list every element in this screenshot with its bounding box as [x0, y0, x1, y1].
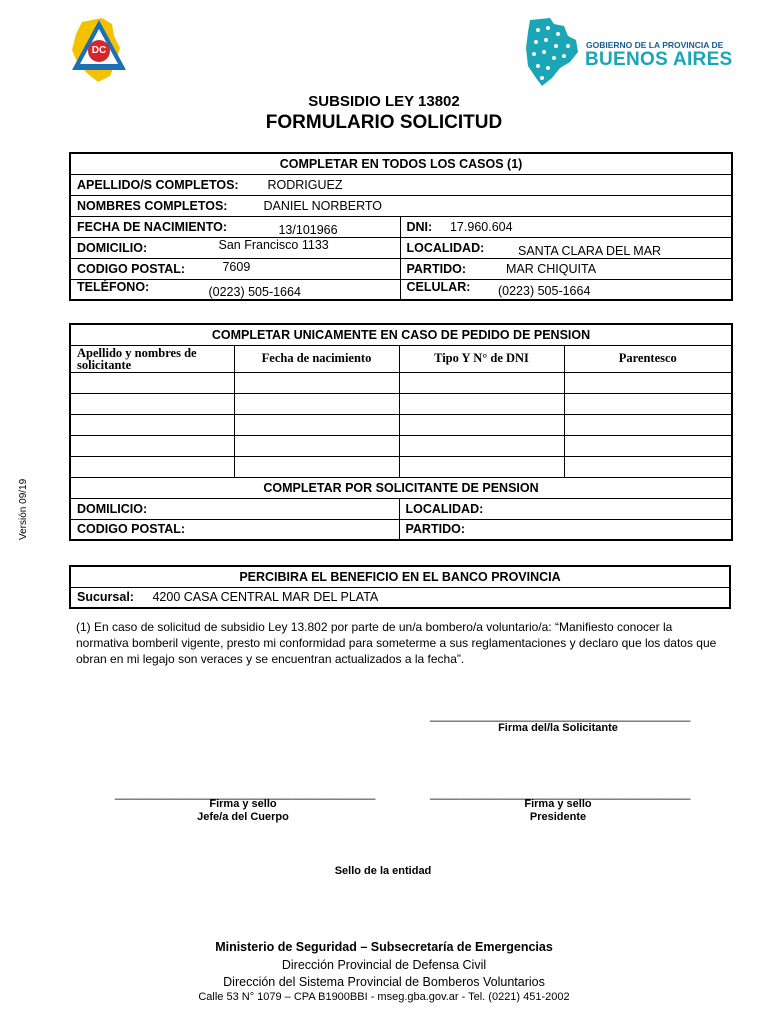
table-row	[70, 372, 732, 393]
celular-label: CELULAR:	[406, 280, 471, 295]
table-cell[interactable]	[564, 414, 732, 435]
localidad-cell	[400, 237, 732, 258]
table-cell[interactable]	[399, 393, 564, 414]
partido-cell	[400, 258, 732, 279]
cp-label: CODIGO POSTAL:	[77, 261, 186, 276]
celular-cell	[400, 279, 732, 300]
pension-domicilio-cell[interactable]	[70, 498, 399, 519]
signature-presidente-firma-label: Firma y sello	[524, 798, 592, 810]
entity-seal-label: Sello de la entidad	[334, 865, 432, 877]
domicilio-cell	[70, 237, 400, 258]
fecha-cell	[70, 216, 400, 237]
table-cell[interactable]	[399, 414, 564, 435]
footer-direction-civil: Dirección Provincial de Defensa Civil	[281, 958, 487, 972]
table-cell[interactable]	[399, 435, 564, 456]
version-label: Versión 09/19	[18, 478, 29, 540]
pension-partido-label: PARTIDO:	[405, 522, 465, 537]
domicilio-label: DOMICILIO:	[77, 240, 148, 255]
nombres-field[interactable]: DANIEL NORBERTO	[263, 198, 383, 213]
pension-localidad-cell[interactable]	[399, 498, 732, 519]
section-pension	[69, 323, 733, 541]
sucursal-field[interactable]: 4200 CASA CENTRAL MAR DEL PLATA	[152, 590, 379, 605]
sucursal-label: Sucursal:	[77, 590, 134, 605]
pension-cp-cell[interactable]	[70, 519, 399, 540]
table-row	[70, 456, 732, 477]
defensa-civil-logo	[68, 14, 130, 86]
table-cell[interactable]	[399, 372, 564, 393]
pension-localidad-label: LOCALIDAD:	[405, 501, 484, 516]
dni-cell	[400, 216, 732, 237]
signature-line-jefe: _______________________________________	[115, 786, 376, 800]
footer-address: Calle 53 N° 1079 – CPA B1900BBI - mseg.gba.gov.ar - Tel. (0221) 451-2002	[198, 991, 570, 1003]
col-parentesco-header: Parentesco	[564, 345, 732, 372]
table-cell[interactable]	[234, 414, 399, 435]
signature-jefe-firma-label: Firma y sello	[209, 798, 277, 810]
table-row	[70, 435, 732, 456]
apellidos-row	[70, 174, 732, 195]
section2-header: COMPLETAR UNICAMENTE EN CASO DE PEDIDO DE PENSION	[70, 324, 732, 345]
col-apellido-header: Apellido y nombres de solicitante	[70, 345, 234, 372]
pension-domicilio-label: DOMILICIO:	[77, 501, 148, 516]
pension-partido-cell[interactable]	[399, 519, 732, 540]
localidad-label: LOCALIDAD:	[406, 240, 485, 255]
gov-line2: BUENOS AIRES	[585, 49, 733, 70]
footer-direction-bomberos: Dirección del Sistema Provincial de Bomberos Voluntarios	[223, 975, 545, 989]
table-cell[interactable]	[564, 372, 732, 393]
buenos-aires-gov-logo	[524, 16, 734, 88]
table-cell[interactable]	[564, 393, 732, 414]
table-cell[interactable]	[564, 456, 732, 477]
table-cell[interactable]	[234, 435, 399, 456]
apellidos-label: APELLIDO/S COMPLETOS:	[77, 177, 239, 192]
nombres-row	[70, 195, 732, 216]
celular-field[interactable]: (0223) 505-1664	[497, 284, 591, 299]
dni-field[interactable]: 17.960.604	[449, 219, 513, 234]
partido-field[interactable]: MAR CHIQUITA	[505, 261, 597, 276]
table-cell[interactable]	[70, 435, 234, 456]
nombres-label: NOMBRES COMPLETOS:	[77, 198, 228, 213]
form-title-line2: FORMULARIO SOLICITUD	[265, 112, 503, 133]
partido-label: PARTIDO:	[406, 261, 466, 276]
dc-logo-text: DC	[91, 45, 107, 56]
table-cell[interactable]	[70, 414, 234, 435]
form-title-line1: SUBSIDIO LEY 13802	[308, 93, 460, 110]
pension-cp-label: CODIGO POSTAL:	[77, 522, 186, 537]
section-bank	[69, 565, 731, 609]
gov-line1: GOBIERNO DE LA PROVINCIA DE	[586, 40, 724, 50]
fecha-label: FECHA DE NACIMIENTO:	[77, 219, 227, 234]
telefono-field[interactable]: (0223) 505-1664	[208, 285, 301, 300]
table-cell[interactable]	[70, 393, 234, 414]
table-cell[interactable]	[234, 372, 399, 393]
signature-line-presidente: _______________________________________	[430, 786, 691, 800]
sucursal-row	[70, 587, 730, 608]
signature-solicitante-label: Firma del/la Solicitante	[498, 722, 618, 734]
pension-subheader: COMPLETAR POR SOLICITANTE DE PENSION	[70, 477, 732, 498]
localidad-field[interactable]: SANTA CLARA DEL MAR	[517, 243, 662, 258]
table-cell[interactable]	[234, 456, 399, 477]
table-cell[interactable]	[564, 435, 732, 456]
table-row	[70, 393, 732, 414]
telefono-cell	[70, 279, 400, 300]
apellidos-field[interactable]: RODRIGUEZ	[267, 177, 343, 192]
footer-ministry: Ministerio de Seguridad – Subsecretaría de Emergencias	[215, 940, 553, 954]
signature-line-solicitante: _______________________________________	[430, 708, 691, 722]
col-fecha-header: Fecha de nacimiento	[234, 345, 399, 372]
section3-header: PERCIBIRA EL BENEFICIO EN EL BANCO PROVINCIA	[70, 566, 730, 587]
cp-cell	[70, 258, 400, 279]
signature-jefe-label: Jefe/a del Cuerpo	[197, 811, 289, 823]
declaration-note: (1) En caso de solicitud de subsidio Ley 13.802 por parte de un/a bombero/a voluntario/a: “Manifiesto conocer la normativa bomberil vigente, presto mi conformidad para someterme a sus reglamentaciones y declaro que los datos que obran en mi legajo son veraces y se encuentran actualizados a la fecha”.	[76, 620, 717, 666]
section1-header: COMPLETAR EN TODOS LOS CASOS (1)	[70, 153, 732, 174]
fecha-field[interactable]: 13/101966	[278, 222, 338, 237]
table-row	[70, 414, 732, 435]
domicilio-field[interactable]: San Francisco 1133	[218, 237, 329, 252]
province-map-icon	[524, 16, 580, 88]
table-cell[interactable]	[70, 372, 234, 393]
table-cell[interactable]	[234, 393, 399, 414]
cp-field[interactable]: 7609	[222, 259, 251, 274]
signature-presidente-label: Presidente	[529, 811, 587, 823]
table-cell[interactable]	[399, 456, 564, 477]
dni-label: DNI:	[406, 219, 433, 234]
section-general-data	[69, 152, 733, 301]
telefono-label: TELÉFONO:	[77, 280, 150, 295]
table-cell[interactable]	[70, 456, 234, 477]
col-dni-header: Tipo Y N° de DNI	[399, 345, 564, 372]
